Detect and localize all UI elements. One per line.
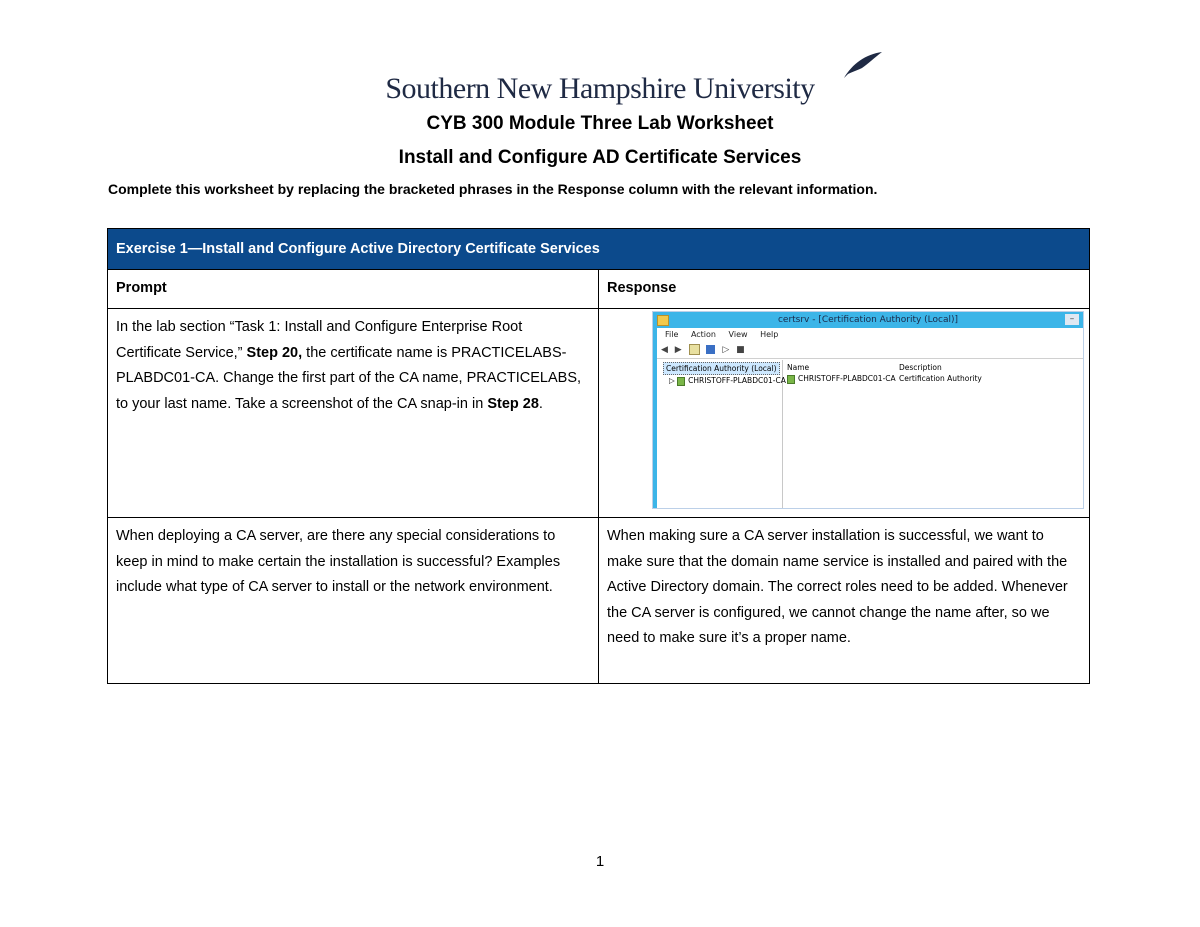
expand-arrow-icon: ▷	[669, 376, 675, 385]
page-number: 1	[595, 853, 605, 870]
menu-view: View	[728, 330, 748, 339]
prompt-column-header: Prompt	[108, 270, 599, 309]
certificate-icon	[677, 377, 685, 386]
certificate-icon	[787, 375, 795, 384]
play-icon: ▷	[722, 345, 730, 355]
list-header	[787, 362, 1083, 373]
instructions: Complete this worksheet by replacing the bracketed phrases in the Response column with the relevant information.	[108, 181, 878, 197]
name-column-header: Name	[787, 363, 810, 372]
window-title: certsrv - [Certification Authority (Local)]	[777, 315, 959, 325]
worksheet-table	[107, 228, 1090, 684]
feather-icon	[840, 50, 884, 80]
export-icon	[689, 344, 700, 355]
window-menubar	[653, 328, 1083, 342]
menu-file: File	[665, 330, 679, 339]
prompt-cell: When deploying a CA server, are there any special considerations to keep in mind to make certain the installation is successful? Examples include what type of CA server to install or the network environment.	[108, 518, 599, 684]
tree-root: Certification Authority (Local)	[663, 362, 780, 375]
description-column-header: Description	[899, 363, 942, 372]
table-row	[108, 518, 1090, 684]
menu-help: Help	[760, 330, 779, 339]
menu-action: Action	[690, 330, 716, 339]
university-logo	[0, 50, 1200, 106]
window-titlebar	[653, 312, 1083, 328]
help-icon	[706, 345, 715, 354]
worksheet-title: CYB 300 Module Three Lab Worksheet	[426, 113, 774, 134]
response-column-header: Response	[599, 270, 1090, 309]
exercise-header: Exercise 1—Install and Configure Active Directory Certificate Services	[108, 229, 1090, 270]
logo-text: Southern New Hampshire University	[385, 50, 814, 106]
response-cell	[599, 309, 1090, 518]
tree-pane	[657, 360, 786, 508]
back-arrow-icon: ◀	[661, 345, 668, 355]
tree-node: ▷ CHRISTOFF-PLABDC01-CA	[669, 376, 786, 385]
ca-snapin-screenshot	[652, 311, 1084, 509]
minimize-button: –	[1065, 314, 1079, 325]
response-cell: When making sure a CA server installation is successful, we want to make sure that the domain name service is installed and paired with the Active Directory domain. The correct roles need to be added. Whenever the CA server is configured, we cannot change the name after, so we need to make sure it’s a proper name.	[599, 518, 1090, 684]
worksheet-subtitle: Install and Configure AD Certificate Services	[398, 147, 802, 168]
window-toolbar	[653, 342, 1083, 359]
forward-arrow-icon: ▶	[674, 345, 682, 355]
prompt-cell: In the lab section “Task 1: Install and Configure Enterprise Root Certificate Service,” Step 20, the certificate name is PRACTICELABS-PLABDC01-CA. Change the first part of the CA name, PRACTICELABS, to your last name. Take a screenshot of the CA snap-in in Step 28.	[108, 309, 599, 518]
stop-icon: ■	[736, 345, 745, 355]
folder-icon	[657, 315, 669, 326]
list-item: CHRISTOFF-PLABDC01-CA Certification Authority	[787, 373, 1083, 384]
window-body	[657, 360, 1083, 508]
table-row	[108, 309, 1090, 518]
list-pane	[787, 362, 1083, 384]
